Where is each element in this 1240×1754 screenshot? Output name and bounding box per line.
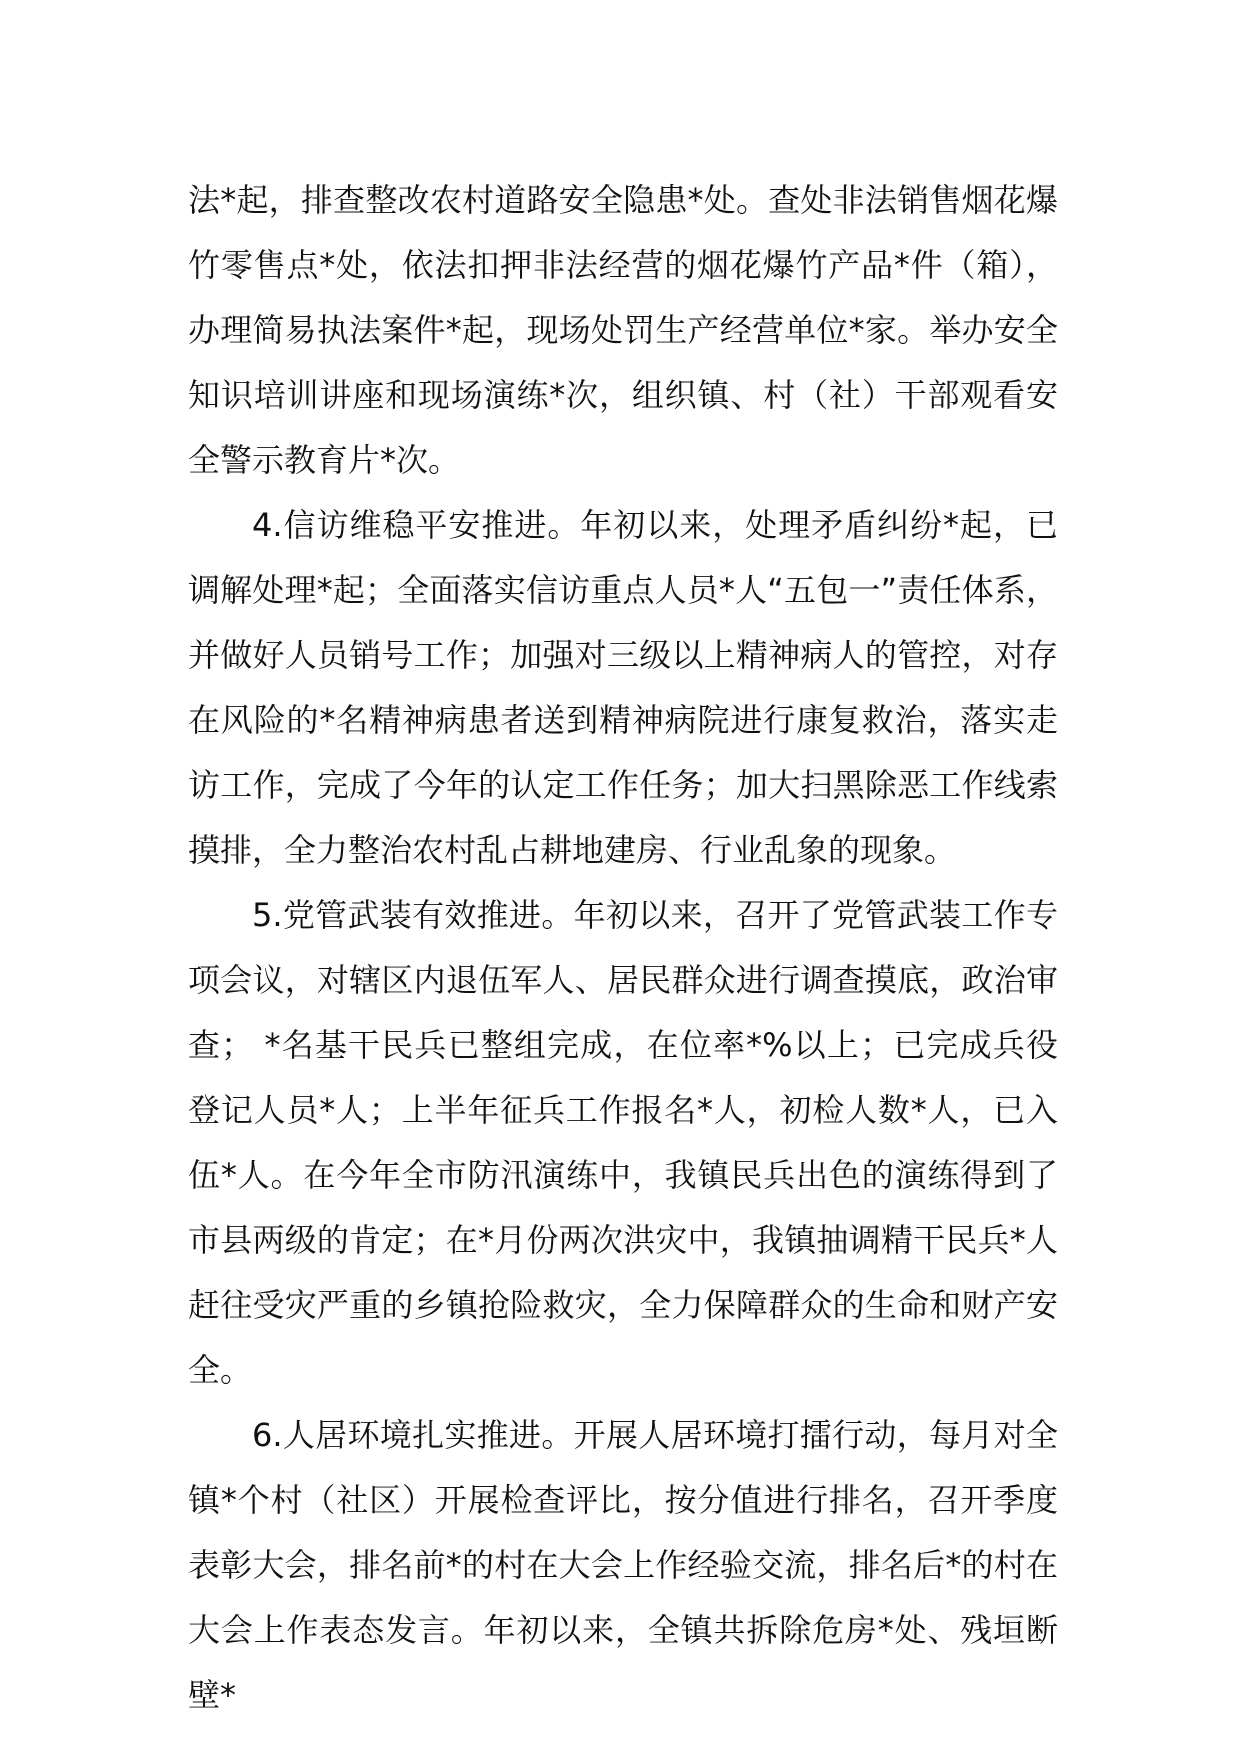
paragraph-armed-forces: 5.党管武装有效推进。年初以来，召开了党管武装工作专项会议，对辖区内退伍军人、居民群众进行调查摸底，政治审查； *名基干民兵已整组完成，在位率*%以上；已完成兵役登记人员*人；上半年征兵工作报名*人，初检人数*人，已入伍*人。在今年全市防汛演练中，我镇民兵出色的演练得到了市县两级的肯定；在*月份两次洪灾中，我镇抽调精干民兵*人赶往受灾严重的乡镇抢险救灾，全力保障群众的生命和财产安全。: [188, 896, 1058, 1389]
document-body: [188, 168, 1058, 1728]
paragraph-safety-continued: 法*起，排查整改农村道路安全隐患*处。查处非法销售烟花爆竹零售点*处，依法扣押非法经营的烟花爆竹产品*件（箱），办理简易执法案件*起，现场处罚生产经营单位*家。举办安全知识培训讲座和现场演练*次，组织镇、村（社）干部观看安全警示教育片*次。: [188, 181, 1058, 479]
paragraph-petition-stability: 4.信访维稳平安推进。年初以来，处理矛盾纠纷*起，已调解处理*起；全面落实信访重点人员*人“五包一”责任体系，并做好人员销号工作；加强对三级以上精神病人的管控，对存在风险的*名精神病患者送到精神病院进行康复救治，落实走访工作，完成了今年的认定工作任务；加大扫黑除恶工作线索摸排，全力整治农村乱占耕地建房、行业乱象的现象。: [188, 506, 1058, 869]
paragraph-living-environment: 6.人居环境扎实推进。开展人居环境打擂行动，每月对全镇*个村（社区）开展检查评比，按分值进行排名，召开季度表彰大会，排名前*的村在大会上作经验交流，排名后*的村在大会上作表态发言。年初以来，全镇共拆除危房*处、残垣断壁*: [188, 1416, 1058, 1714]
